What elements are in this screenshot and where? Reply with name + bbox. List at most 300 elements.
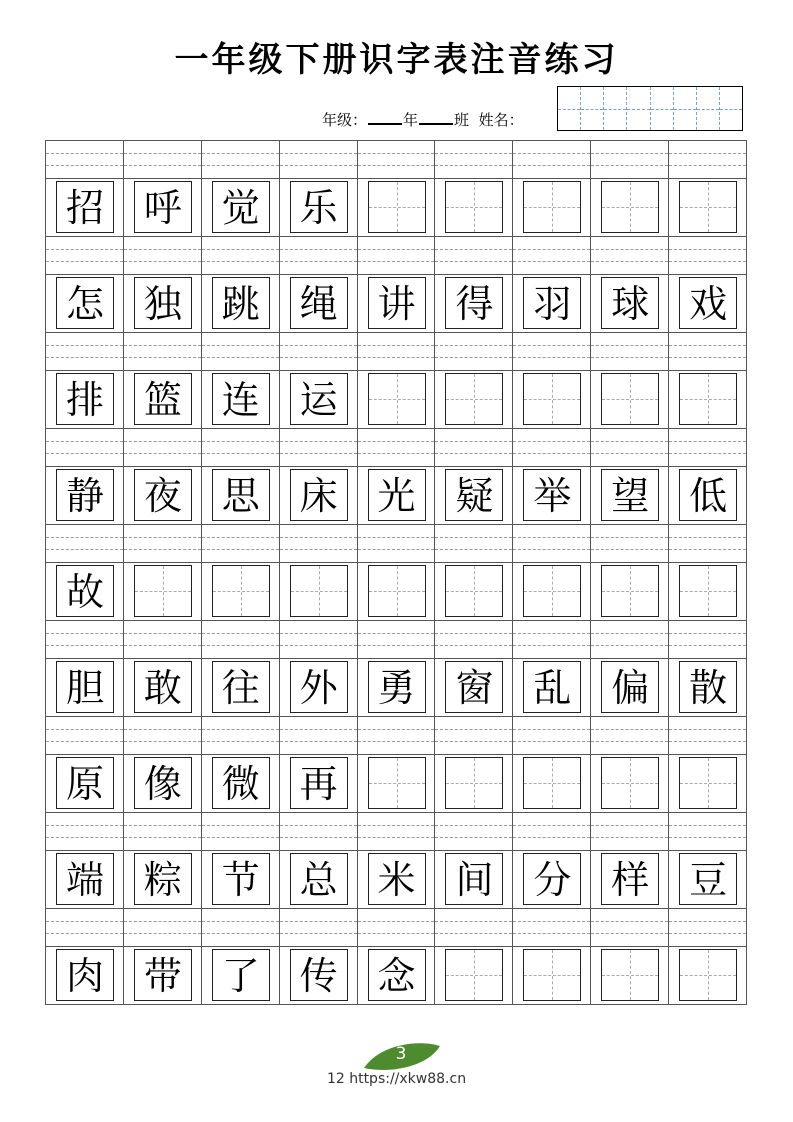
character-box [134,853,192,905]
character-text: 讲 [377,282,416,326]
character-box [134,373,192,425]
character-text [602,374,658,424]
character-box [212,373,270,425]
character-box [290,661,348,713]
class-blank[interactable] [419,111,453,125]
character-slot [45,275,123,333]
character-text [446,758,502,808]
pinyin-cell[interactable] [45,236,123,274]
pinyin-cell[interactable] [590,236,668,274]
character-text: 乱 [533,666,572,710]
character-text: 绳 [299,282,338,326]
character-text [291,566,347,616]
character-band [45,274,747,333]
pinyin-cell[interactable] [434,236,512,274]
character-text [602,566,658,616]
pinyin-cell[interactable] [434,524,512,562]
character-box [601,853,659,905]
character-box [56,949,114,1001]
pinyin-cell[interactable] [279,716,357,754]
character-box [134,949,192,1001]
character-text [369,182,425,232]
pinyin-cell[interactable] [357,716,435,754]
character-slot [201,851,279,909]
pinyin-cell[interactable] [201,140,279,178]
character-text [524,758,580,808]
character-box [368,853,426,905]
character-box [679,853,737,905]
pinyin-cell[interactable] [512,428,590,466]
character-slot [357,179,435,237]
pinyin-cell[interactable] [279,524,357,562]
pinyin-band [45,524,747,562]
character-text [369,758,425,808]
character-box[interactable] [523,373,581,425]
name-writing-box[interactable] [557,86,743,131]
character-slot [201,659,279,717]
character-box[interactable] [445,757,503,809]
character-slot [123,275,201,333]
pinyin-cell[interactable] [668,140,747,178]
pinyin-cell[interactable] [45,524,123,562]
character-text: 间 [455,858,494,902]
pinyin-cell[interactable] [45,812,123,850]
character-box [212,757,270,809]
pinyin-cell[interactable] [668,812,747,850]
character-box [601,469,659,521]
character-text: 总 [299,858,338,902]
character-slot [201,275,279,333]
character-box [445,853,503,905]
character-band [45,562,747,621]
character-text [369,374,425,424]
character-box [445,277,503,329]
character-slot [590,467,668,525]
character-box[interactable] [601,757,659,809]
character-slot [512,275,590,333]
character-box [290,469,348,521]
character-slot [279,179,357,237]
character-slot [45,371,123,429]
pinyin-cell[interactable] [590,524,668,562]
character-text: 散 [689,666,728,710]
pinyin-cell[interactable] [279,332,357,370]
pinyin-cell[interactable] [123,524,201,562]
character-slot [434,467,512,525]
pinyin-cell[interactable] [45,428,123,466]
practice-row [45,908,747,1004]
character-box[interactable] [445,949,503,1001]
character-text: 乐 [299,186,338,230]
pinyin-cell[interactable] [123,428,201,466]
pinyin-cell[interactable] [357,332,435,370]
character-text: 戏 [689,282,728,326]
pinyin-cell[interactable] [590,332,668,370]
pinyin-cell[interactable] [279,620,357,658]
pinyin-cell[interactable] [434,716,512,754]
pinyin-cell[interactable] [123,140,201,178]
character-box[interactable] [679,949,737,1001]
character-slot [512,563,590,621]
character-box [212,277,270,329]
character-box [523,661,581,713]
name-box-cell[interactable] [627,87,650,130]
character-slot [668,179,747,237]
character-slot [123,371,201,429]
character-box [290,949,348,1001]
character-box[interactable] [601,373,659,425]
pinyin-cell[interactable] [201,428,279,466]
character-box[interactable] [601,565,659,617]
character-text: 窗 [455,666,494,710]
pinyin-band [45,908,747,946]
character-text: 样 [611,858,650,902]
character-box [368,277,426,329]
pinyin-cell[interactable] [590,716,668,754]
pinyin-cell[interactable] [201,236,279,274]
character-box [368,949,426,1001]
character-text [446,950,502,1000]
character-slot [590,851,668,909]
footer-url: 12 https://xkw88.cn [326,1071,467,1087]
pinyin-cell[interactable] [201,332,279,370]
character-slot [201,179,279,237]
character-box [679,469,737,521]
pinyin-cell[interactable] [45,332,123,370]
character-text: 跳 [221,282,260,326]
character-slot [590,275,668,333]
character-text [602,182,658,232]
character-box [56,565,114,617]
character-slot [590,947,668,1005]
character-box[interactable] [601,181,659,233]
character-text [602,758,658,808]
character-box[interactable] [679,565,737,617]
character-slot [201,467,279,525]
character-slot [45,563,123,621]
character-text [680,950,736,1000]
character-slot [123,659,201,717]
pinyin-cell[interactable] [434,908,512,946]
pinyin-cell[interactable] [668,236,747,274]
character-slot [434,755,512,813]
character-box [134,181,192,233]
character-slot [434,659,512,717]
character-text: 原 [65,762,104,806]
pinyin-cell[interactable] [668,908,747,946]
character-slot [434,179,512,237]
pinyin-cell[interactable] [434,332,512,370]
character-slot [512,851,590,909]
name-box-cell[interactable] [697,87,720,130]
character-text: 节 [221,858,260,902]
character-text: 故 [65,570,104,614]
year-label: 年 [403,111,419,129]
character-box[interactable] [212,565,270,617]
pinyin-cell[interactable] [512,908,590,946]
character-band [45,178,747,237]
pinyin-cell[interactable] [279,236,357,274]
pinyin-cell[interactable] [512,236,590,274]
character-text [369,566,425,616]
character-box [56,277,114,329]
character-text: 勇 [377,666,416,710]
pinyin-band [45,812,747,850]
pinyin-cell[interactable] [123,236,201,274]
character-box[interactable] [445,181,503,233]
character-box [368,661,426,713]
character-band [45,946,747,1005]
pinyin-cell[interactable] [123,620,201,658]
grade-blank[interactable] [368,111,402,125]
character-text: 疑 [455,474,494,518]
pinyin-cell[interactable] [201,524,279,562]
pinyin-cell[interactable] [357,812,435,850]
character-slot [668,371,747,429]
character-slot [357,851,435,909]
page-number: 3 [395,1044,407,1064]
pinyin-cell[interactable] [668,620,747,658]
name-box-cell[interactable] [581,87,604,130]
name-box-cell[interactable] [558,87,581,130]
pinyin-band [45,428,747,466]
pinyin-cell[interactable] [123,332,201,370]
character-slot [668,275,747,333]
character-text [135,566,191,616]
pinyin-cell[interactable] [512,140,590,178]
pinyin-cell[interactable] [668,716,747,754]
character-box [56,661,114,713]
character-slot [279,659,357,717]
pinyin-cell[interactable] [357,524,435,562]
character-box [290,757,348,809]
practice-row [45,236,747,332]
pinyin-cell[interactable] [201,716,279,754]
character-text: 念 [377,954,416,998]
character-text [680,374,736,424]
character-text: 静 [65,474,104,518]
character-slot [434,371,512,429]
character-slot [357,563,435,621]
character-band [45,850,747,909]
character-text [680,566,736,616]
character-box [679,277,737,329]
character-slot [123,179,201,237]
character-slot [45,755,123,813]
character-slot [512,179,590,237]
character-box[interactable] [523,949,581,1001]
pinyin-cell[interactable] [45,908,123,946]
character-slot [668,755,747,813]
character-box [523,853,581,905]
character-box[interactable] [368,565,426,617]
pinyin-cell[interactable] [512,332,590,370]
character-text: 往 [221,666,260,710]
character-slot [590,371,668,429]
pinyin-cell[interactable] [45,620,123,658]
character-text [524,182,580,232]
character-text [524,566,580,616]
character-box[interactable] [523,565,581,617]
pinyin-cell[interactable] [512,716,590,754]
pinyin-cell[interactable] [512,524,590,562]
character-slot [512,755,590,813]
character-text: 了 [221,954,260,998]
pinyin-cell[interactable] [668,428,747,466]
pinyin-cell[interactable] [434,140,512,178]
character-slot [123,563,201,621]
character-slot [279,275,357,333]
character-box[interactable] [368,757,426,809]
character-slot [357,371,435,429]
character-slot [590,659,668,717]
character-box[interactable] [523,181,581,233]
character-text [524,950,580,1000]
practice-row [45,620,747,716]
character-slot [668,563,747,621]
pinyin-cell[interactable] [201,620,279,658]
character-text [446,566,502,616]
practice-grid [45,140,747,1004]
pinyin-cell[interactable] [279,428,357,466]
character-slot [123,947,201,1005]
character-slot [279,755,357,813]
practice-row [45,140,747,236]
character-box [290,277,348,329]
pinyin-cell[interactable] [590,620,668,658]
pinyin-cell[interactable] [279,140,357,178]
character-slot [590,563,668,621]
character-box [212,853,270,905]
character-text: 夜 [143,474,182,518]
pinyin-cell[interactable] [201,812,279,850]
character-text [680,182,736,232]
character-box [601,661,659,713]
name-box-cell[interactable] [674,87,697,130]
character-box[interactable] [368,181,426,233]
pinyin-cell[interactable] [590,908,668,946]
character-text: 像 [143,762,182,806]
pinyin-cell[interactable] [434,428,512,466]
pinyin-cell[interactable] [357,428,435,466]
character-slot [201,755,279,813]
character-slot [45,179,123,237]
pinyin-cell[interactable] [590,140,668,178]
character-text [524,374,580,424]
character-slot [279,563,357,621]
pinyin-cell[interactable] [668,332,747,370]
character-text: 排 [65,378,104,422]
pinyin-cell[interactable] [279,812,357,850]
character-text [446,374,502,424]
pinyin-cell[interactable] [512,620,590,658]
character-text: 肉 [65,954,104,998]
pinyin-cell[interactable] [590,812,668,850]
character-slot [590,755,668,813]
character-slot [512,371,590,429]
practice-row [45,524,747,620]
pinyin-cell[interactable] [357,236,435,274]
character-box [56,757,114,809]
pinyin-cell[interactable] [357,140,435,178]
character-slot [279,947,357,1005]
pinyin-cell[interactable] [45,140,123,178]
pinyin-cell[interactable] [590,428,668,466]
character-box [212,181,270,233]
pinyin-cell[interactable] [279,908,357,946]
character-slot [279,467,357,525]
pinyin-cell[interactable] [123,908,201,946]
name-box-cell[interactable] [720,87,742,130]
character-box [56,181,114,233]
character-slot [123,755,201,813]
character-text [602,950,658,1000]
character-band [45,658,747,717]
character-text: 连 [221,378,260,422]
character-box [601,277,659,329]
pinyin-cell[interactable] [201,908,279,946]
character-box [212,469,270,521]
character-text: 粽 [143,858,182,902]
character-text: 羽 [533,282,572,326]
character-box[interactable] [601,949,659,1001]
character-box[interactable] [445,565,503,617]
pinyin-cell[interactable] [123,716,201,754]
pinyin-band [45,620,747,658]
character-text: 再 [299,762,338,806]
pinyin-band [45,236,747,274]
pinyin-cell[interactable] [668,524,747,562]
character-box [290,181,348,233]
character-slot [590,179,668,237]
character-text: 望 [611,474,650,518]
character-slot [357,467,435,525]
pinyin-cell[interactable] [512,812,590,850]
character-text: 微 [221,762,260,806]
character-box[interactable] [445,373,503,425]
name-box-cell[interactable] [604,87,627,130]
character-text: 思 [221,474,260,518]
pinyin-cell[interactable] [123,812,201,850]
character-slot [668,947,747,1005]
character-text: 得 [455,282,494,326]
character-box[interactable] [679,181,737,233]
character-box[interactable] [523,757,581,809]
pinyin-cell[interactable] [357,908,435,946]
character-box[interactable] [134,565,192,617]
name-box-cell[interactable] [651,87,674,130]
character-box[interactable] [290,565,348,617]
pinyin-cell[interactable] [434,812,512,850]
character-slot [512,467,590,525]
character-box[interactable] [679,757,737,809]
pinyin-band [45,332,747,370]
character-text: 篮 [143,378,182,422]
character-box[interactable] [679,373,737,425]
page-title: 一年级下册识字表注音练习 [174,40,619,80]
character-text: 米 [377,858,416,902]
character-box[interactable] [368,373,426,425]
character-text: 敢 [143,666,182,710]
pinyin-cell[interactable] [45,716,123,754]
pinyin-cell[interactable] [357,620,435,658]
character-slot [279,371,357,429]
pinyin-cell[interactable] [434,620,512,658]
character-text: 豆 [689,858,728,902]
character-slot [668,467,747,525]
character-slot [357,659,435,717]
character-slot [123,467,201,525]
